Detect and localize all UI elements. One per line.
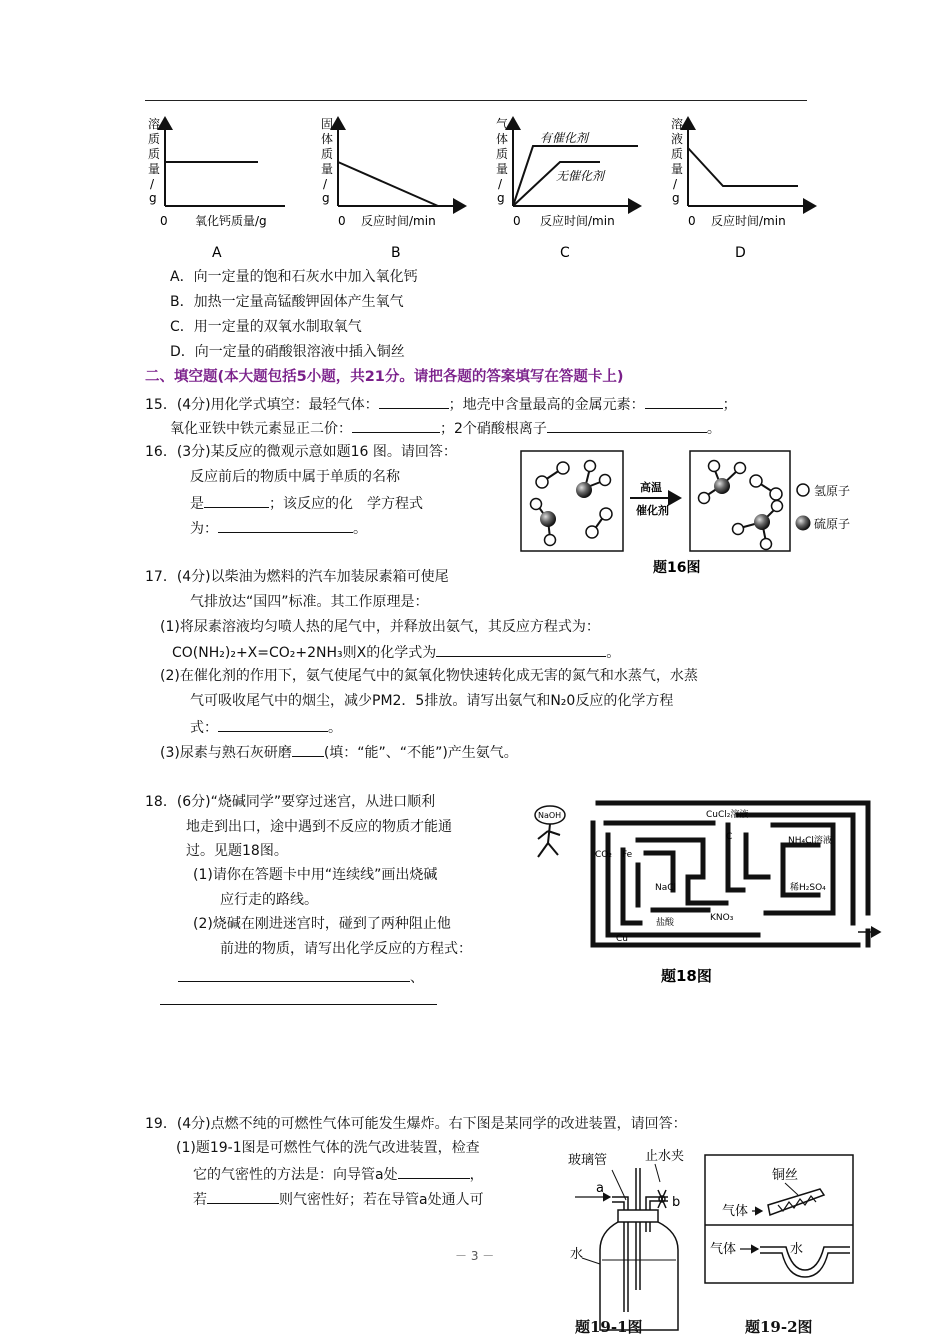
q16-product-molecule-1: [699, 461, 746, 504]
q17-blank-2[interactable]: [218, 716, 328, 732]
q15-text-f: 。: [706, 421, 721, 437]
q17-line3: (1)将尿素溶液均匀喷人热的尾气中，并释放出氨气，其反应方程式为：: [160, 619, 600, 635]
graph-a-origin: 0: [160, 214, 168, 228]
q19-blank-2[interactable]: [207, 1188, 279, 1204]
q18-maze-c: C: [726, 832, 733, 842]
q18-line1: 18．(6分)“烧碱同学”要穿过迷宫，从进口顺利: [145, 794, 436, 810]
q14-option-a: A．向一定量的饱和石灰水中加入氧化钙: [170, 269, 418, 285]
q17-blank-3[interactable]: [292, 741, 324, 757]
q19-fig2-gas2: 气体: [710, 1242, 737, 1257]
q18-line8: [178, 966, 424, 988]
q18-maze-figure: [528, 795, 888, 990]
q16-line2: 反应前后的物质中属于单质的名称: [190, 469, 400, 485]
graph-b-ylabel: 固体质量/ g: [321, 117, 334, 205]
q16-product-h2: [750, 475, 782, 500]
q15-text-b: ；地壳中含量最高的金属元素：: [448, 397, 645, 413]
q19-line4: [193, 1188, 484, 1210]
q19-fig1-glass: 玻璃管: [568, 1153, 608, 1168]
q17-line5: (2)在催化剂的作用下，氨气使尾气中的氮氧化物快速转化成无害的氮气和水蒸气，水蒸: [160, 668, 698, 684]
graph-a-ylabel: 溶质质量/ g: [148, 117, 161, 205]
q18-line5: 应行走的路线。: [220, 892, 318, 908]
q19-fig2-water: 水: [790, 1242, 804, 1257]
q19-fig1-b: b: [672, 1195, 681, 1210]
q18-maze-h2so4: 稀H₂SO₄: [790, 883, 826, 893]
q18-maze-nacl: NaCl: [655, 883, 677, 893]
q17-line1: 17．(4分)以柴油为燃料的汽车加装尿素箱可使尾: [145, 569, 449, 585]
q16-text-4a: 为：: [190, 521, 218, 537]
q14-option-d: D．向一定量的硝酸银溶液中插入铜丝: [170, 344, 405, 360]
q16-caption: 题16图: [653, 560, 701, 576]
graph-c-line1: 有催化剂: [540, 131, 589, 145]
q17-text-7b: 。: [328, 720, 342, 736]
graph-b-label: B: [391, 245, 401, 261]
q19-figure-1: [560, 1140, 700, 1344]
q19-blank-1[interactable]: [398, 1163, 470, 1179]
graph-d-label: D: [735, 245, 746, 261]
q15-blank-4[interactable]: [547, 417, 707, 433]
graph-b-xlabel: 反应时间/min: [361, 214, 436, 228]
q17-line8: [160, 741, 518, 763]
q19-fig2-copper: 铜丝: [772, 1168, 799, 1183]
graph-d-origin: 0: [688, 214, 696, 228]
q19-text-4b: 则气密性好；若在导管a处通人可: [279, 1192, 484, 1208]
q19-line1: 19．(4分)点燃不纯的可燃性气体可能发生爆炸。右下图是某同学的改进装置，请回答：: [145, 1116, 687, 1132]
q16-legend-s: 硫原子: [814, 517, 851, 531]
q19-fig2-gas1: 气体: [722, 1204, 749, 1219]
q19-line2: (1)题19-1图是可燃性气体的洗气改进装置，检查: [176, 1140, 480, 1156]
q16-legend-h-icon: [797, 484, 809, 496]
graph-b-origin: 0: [338, 214, 346, 228]
q18-maze-cucl2: CuCl₂溶液: [706, 810, 749, 820]
q18-maze-cu: Cu: [616, 934, 628, 944]
q18-blank-1[interactable]: [178, 966, 410, 982]
q19-caption-1: 题19-1图: [575, 1318, 643, 1336]
graph-d: [671, 116, 815, 261]
q19-text-4a: 若: [193, 1192, 207, 1208]
q17-text-8b: (填：“能”、“不能”)产生氨气。: [323, 745, 518, 761]
q17-text-4b: 。: [606, 645, 621, 661]
q16-arrow-top: 高温: [640, 481, 662, 494]
q17-line4: [172, 641, 620, 663]
graph-c-xlabel: 反应时间/min: [540, 214, 615, 228]
q16-line4: [190, 517, 367, 539]
q16-legend-h: 氢原子: [814, 484, 851, 498]
q19-fig1-a: a: [596, 1181, 604, 1196]
q15-blank-2[interactable]: [645, 393, 723, 409]
q19-fig1-water: 水: [570, 1247, 584, 1262]
graph-c-line2: 无催化剂: [556, 169, 605, 183]
q15-text-c: ；: [722, 397, 737, 413]
q18-maze-hcl: 盐酸: [656, 918, 675, 928]
q16-arrow-bottom: 催化剂: [636, 504, 669, 517]
q17-line7: [190, 716, 342, 738]
q19-fig1-clip: 止水夹: [645, 1149, 685, 1164]
q16-blank-1[interactable]: [204, 492, 269, 508]
top-rule: [145, 100, 807, 101]
q19-fig1-clip-icon: [658, 1190, 666, 1208]
q19-text-3a: 它的气密性的方法是：向导管a处: [193, 1167, 398, 1183]
graph-c-label: C: [560, 245, 570, 261]
graph-a-xlabel: 氧化钙质量/g: [195, 214, 267, 228]
q18-naoh-label: NaOH: [538, 811, 562, 820]
q18-line3: 过。见题18图。: [186, 843, 288, 859]
q18-line2: 地走到出口，途中遇到不反应的物质才能通: [186, 819, 452, 835]
q16-text-4b: 。: [353, 521, 367, 537]
q16-h2-molecule-1: [536, 462, 569, 488]
section-2-heading: 二、填空题(本大题包括5小题，共21分。请把各题的答案填写在答题卡上): [145, 369, 624, 385]
q17-blank-1[interactable]: [436, 641, 606, 657]
q18-blank-2[interactable]: [160, 1004, 437, 1005]
q16-legend-s-icon: [796, 516, 811, 531]
graph-c: [496, 116, 640, 261]
q16-line1: 16．(3分)某反应的微观示意如题16 图。请回答：: [145, 444, 457, 460]
graph-b: [321, 117, 465, 261]
q19-text-3b: ，: [469, 1167, 484, 1183]
q17-text-7a: 式：: [190, 720, 218, 736]
q15-blank-3[interactable]: [352, 417, 440, 433]
q16-line3: [190, 492, 423, 514]
q19-caption-2: 题19-2图: [745, 1318, 813, 1336]
q17-line2: 气排放达“国四”标准。其工作原理是：: [190, 594, 429, 610]
q15-text-a: 15．(4分)用化学式填空：最轻气体：: [145, 397, 379, 413]
graph-d-ylabel: 溶液质量/ g: [671, 117, 684, 205]
q18-naoh-figure: [535, 806, 565, 857]
q18-line6: (2)烧碱在刚进迷宫时，碰到了两种阻止他: [193, 916, 451, 932]
q15-text-d: 氧化亚铁中铁元素显正二价：: [170, 421, 352, 437]
graph-d-xlabel: 反应时间/min: [711, 214, 786, 228]
graphs-figure: [140, 110, 820, 265]
q15-blank-1[interactable]: [379, 393, 449, 409]
q16-text-3a: 是: [190, 496, 204, 512]
graph-a: [148, 116, 285, 261]
q15-line2: [170, 417, 721, 439]
q18-text-8: 、: [410, 970, 424, 986]
q16-h2s-molecule-2: [531, 499, 557, 546]
q16-h2-molecule-2: [586, 508, 612, 538]
q18-maze-nh4cl: NH₄Cl溶液: [788, 836, 832, 846]
q15-text-e: ；2个硝酸根离子: [440, 421, 547, 437]
page-number: － 3 －: [455, 1249, 495, 1263]
q17-text-4a: CO(NH₂)₂+X=CO₂+2NH₃则X的化学式为: [172, 645, 437, 661]
q16-text-3b: ；该反应的化 学方程式: [269, 496, 423, 512]
q16-blank-2[interactable]: [218, 517, 353, 533]
graph-a-label: A: [212, 245, 222, 261]
q14-option-b: B．加热一定量高锰酸钾固体产生氧气: [170, 294, 404, 310]
q17-text-8a: (3)尿素与熟石灰研磨: [160, 745, 292, 761]
q19-figure-2: [700, 1145, 860, 1295]
q18-maze-kno3: KNO₃: [710, 913, 734, 923]
q18-maze-co2: CO₂: [595, 850, 612, 860]
q15-line1: [145, 393, 737, 415]
q18-maze-fe: Fe: [622, 850, 633, 860]
graph-c-origin: 0: [513, 214, 521, 228]
q16-figure: [518, 448, 863, 580]
q16-h2s-molecule-1: [576, 461, 611, 499]
q18-line4: (1)请你在答题卡中用“连续线”画出烧碱: [193, 867, 438, 883]
q14-option-c: C．用一定量的双氧水制取氧气: [170, 319, 362, 335]
graph-c-ylabel: 气体质量/ g: [496, 117, 509, 205]
q17-line6: 气可吸收尾气中的烟尘，减少PM2．5排放。请写出氨气和N₂0反应的化学方程: [190, 693, 674, 709]
q18-caption: 题18图: [661, 967, 712, 985]
q19-line3: [193, 1163, 484, 1185]
q18-line7: 前进的物质，请写出化学反应的方程式：: [220, 941, 472, 957]
q16-product-molecule-2: [733, 501, 783, 550]
